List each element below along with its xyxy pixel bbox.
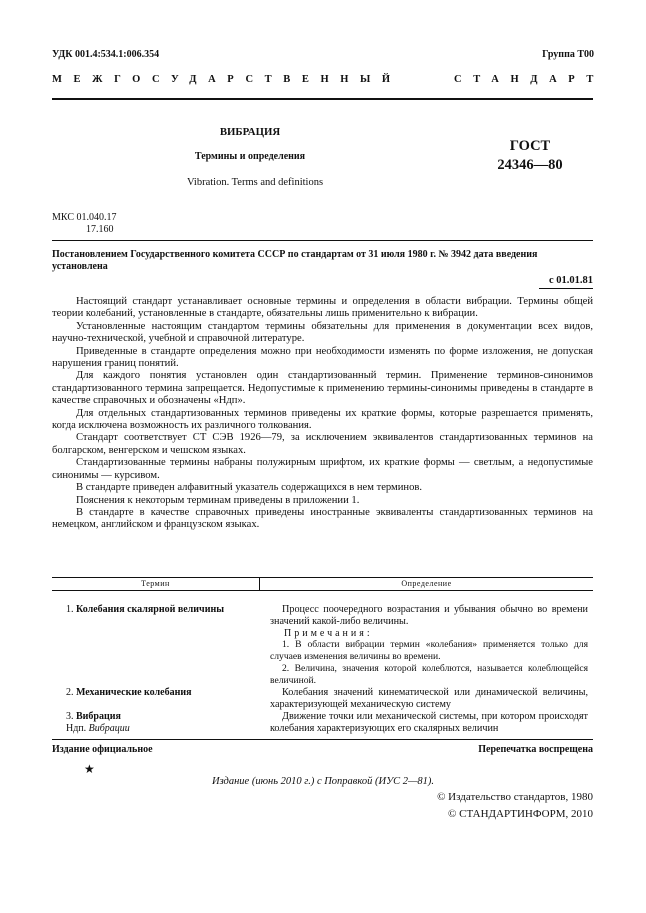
paragraph: Стандарт соответствует СТ СЭВ 1926—79, за исключением эквивалентов стандартизованных терминов на болгарском, венгерском и чешском языках. bbox=[52, 432, 593, 456]
definition-text: Процесс поочередного возрастания и убывания обычно во времени значений какой-либо величины. bbox=[270, 604, 588, 627]
paragraph: Для отдельных стандартизованных терминов приведены их краткие формы, которые разрешается применять, когда исключена возможность их различного толкования. bbox=[52, 407, 593, 432]
term-number: 1. bbox=[66, 604, 74, 615]
gost-number: 24346—80 bbox=[497, 157, 563, 173]
mks-code-1: МКС 01.040.17 bbox=[52, 212, 117, 223]
mks-rule bbox=[52, 240, 593, 241]
official-edition: Издание официальное bbox=[52, 744, 153, 755]
definition-2 bbox=[270, 687, 588, 711]
star-icon: ★ bbox=[84, 762, 95, 776]
banner-interstate: МЕЖГОСУДАРСТВЕННЫЙ bbox=[52, 74, 402, 85]
english-title: Vibration. Terms and definitions bbox=[186, 177, 324, 188]
banner-standard: СТАНДАРТ bbox=[454, 74, 605, 85]
body-text bbox=[52, 296, 593, 532]
term-name: Вибрация bbox=[76, 711, 121, 722]
column-header-term: Термин bbox=[141, 579, 170, 588]
udk-code: УДК 001.4:534.1:006.354 bbox=[52, 49, 160, 60]
note-2: 2. Величина, значения которой колеблются, называется колеблющейся величиной. bbox=[270, 662, 588, 686]
paragraph: Для каждого понятия установлен один стандартизованный термин. Применение терминов-синонимов стандартизованного термина запрещается. Недопустимые к применению термины-синонимы приведены в стандарте в качестве справочных и обозначены «Ндп». bbox=[52, 370, 593, 407]
ndp-prefix: Ндп. bbox=[66, 723, 87, 734]
table-header-rule bbox=[52, 590, 593, 591]
paragraph: Настоящий стандарт устанавливает основные термины и определения в области вибрации. Термины общей теории колебаний, установленные в стандарте, обязательны лишь применительно к вибрации. bbox=[52, 296, 593, 320]
group-code: Группа Т00 bbox=[542, 49, 594, 60]
column-header-definition: Определение bbox=[401, 579, 452, 588]
effective-date: с 01.01.81 bbox=[548, 275, 593, 286]
header-rule bbox=[52, 98, 593, 100]
definition-text: Колебания значений кинематической или динамической величины, характеризующей механическую систему bbox=[270, 687, 588, 710]
notes-heading: Примечания: bbox=[284, 627, 373, 639]
decree-line: Постановлением Государственного комитета СССР по стандартам от 31 июля 1980 г. № 3942 дата введения bbox=[52, 249, 538, 260]
term-name: Колебания скалярной величины bbox=[76, 604, 225, 615]
term-name: Механические колебания bbox=[76, 687, 192, 698]
paragraph: Стандартизованные термины набраны полужирным шрифтом, их краткие формы — светлым, а недопустимые синонимы — курсивом. bbox=[52, 457, 593, 481]
table-bottom-rule bbox=[52, 739, 593, 740]
definition-1 bbox=[270, 604, 588, 687]
table-top-rule bbox=[52, 577, 593, 578]
paragraph: Установленные настоящим стандартом термины обязательны для применения в документации всех видов, научно-технической, учебной и справочной литературе. bbox=[52, 320, 593, 345]
reprint-prohibited: Перепечатка воспрещена bbox=[478, 744, 593, 755]
note-1: 1. В области вибрации термин «колебания» применяется только для случаев изменения величины во времени. bbox=[270, 639, 588, 663]
ndp-synonym: Вибрации bbox=[88, 723, 130, 734]
copyright-publisher: © Издательство стандартов, 1980 bbox=[437, 791, 593, 803]
paragraph: В стандарте в качестве справочных приведены иностранные эквиваленты стандартизованных терминов на немецком, английском и французском языках. bbox=[52, 506, 593, 531]
edition-note: Издание (июнь 2010 г.) с Поправкой (ИУС 2—81). bbox=[212, 776, 434, 787]
term-number: 2. bbox=[66, 687, 74, 698]
document-subtitle: Термины и определения bbox=[194, 151, 306, 162]
document-title: ВИБРАЦИЯ bbox=[219, 126, 281, 138]
term-ndp-row bbox=[66, 723, 130, 735]
term-number: 3. bbox=[66, 711, 74, 722]
paragraph: В стандарте приведен алфавитный указатель содержащихся в нем терминов. bbox=[76, 482, 423, 494]
decree-established: установлена bbox=[52, 261, 108, 272]
definition-text: Движение точки или механической системы, при котором происходят колебания характеризующих его скалярных величин bbox=[270, 711, 588, 734]
paragraph: Приведенные в стандарте определения можно при необходимости изменять по форме изложения, не допуская нарушения границ понятий. bbox=[52, 345, 593, 370]
effective-date-underline bbox=[539, 288, 593, 289]
paragraph: Пояснения к некоторым терминам приведены в приложении 1. bbox=[76, 494, 360, 506]
term-row-3 bbox=[66, 711, 121, 723]
definition-3 bbox=[270, 711, 588, 735]
copyright-standartinform: © СТАНДАРТИНФОРМ, 2010 bbox=[448, 808, 593, 820]
term-row-1 bbox=[66, 604, 224, 616]
gost-label: ГОСТ bbox=[509, 138, 551, 154]
term-row-2 bbox=[66, 687, 192, 699]
mks-code-2: 17.160 bbox=[86, 224, 114, 235]
